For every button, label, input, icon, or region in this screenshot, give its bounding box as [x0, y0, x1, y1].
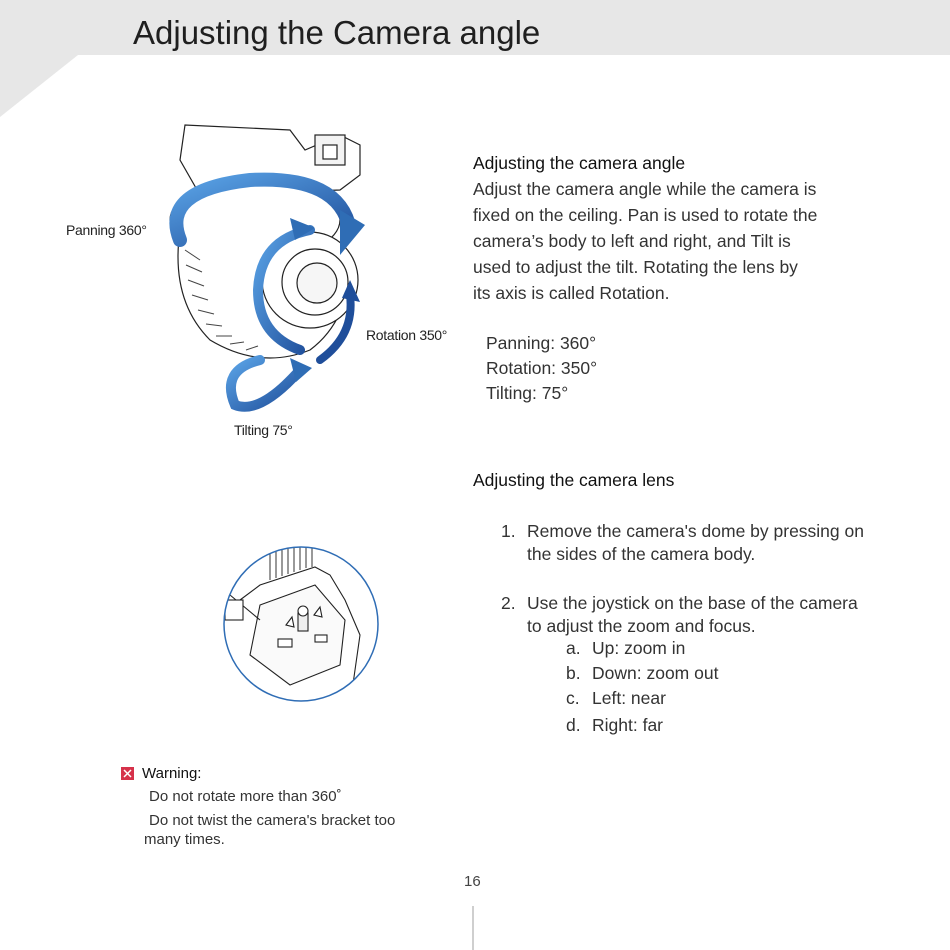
joystick-closeup-diagram: [220, 545, 382, 705]
section-heading-camera-angle: Adjusting the camera angle: [473, 153, 686, 173]
section-heading-camera-lens: Adjusting the camera lens: [473, 470, 675, 490]
header-corner-decoration: [0, 55, 78, 117]
page-number: 16: [464, 873, 481, 890]
substep-text: Down: zoom out: [592, 663, 719, 683]
camera-angle-diagram: [140, 120, 460, 420]
substep-letter: d.: [566, 715, 581, 735]
camera-angle-line-3: camera’s body to left and right, and Tilt is: [473, 231, 791, 251]
page-title: Adjusting the Camera angle: [133, 14, 541, 51]
camera-angle-line-4: used to adjust the tilt. Rotating the lens by: [473, 257, 798, 277]
camera-angle-line-5: its axis is called Rotation.: [473, 283, 670, 303]
step-number: 1.: [501, 521, 516, 541]
camera-angle-line-2: fixed on the ceiling. Pan is used to rotate the: [473, 205, 818, 225]
warning-line-1: Do not rotate more than 360˚: [149, 788, 342, 805]
substep-text: Up: zoom in: [592, 638, 686, 658]
substep-text: Right: far: [592, 715, 663, 735]
warning-title: Warning:: [142, 765, 202, 782]
panning-label: Panning 360°: [66, 222, 147, 238]
substep-letter: c.: [566, 688, 580, 708]
substep-text: Left: near: [592, 688, 666, 708]
footer-divider: [472, 906, 474, 950]
spec-panning: Panning: 360°: [486, 333, 597, 353]
step-number: 2.: [501, 593, 516, 613]
warning-line-2b: many times.: [144, 831, 225, 848]
tilting-arrow: [231, 360, 300, 407]
step-text: Use the joystick on the base of the camera to adjust the zoom and focus.: [527, 593, 858, 636]
rotation-label: Rotation 350°: [366, 327, 448, 343]
lens-step-1: [501, 520, 881, 568]
substep-letter: b.: [566, 663, 581, 683]
spec-tilting: Tilting: 75°: [486, 383, 569, 403]
spec-rotation: Rotation: 350°: [486, 358, 598, 378]
warning-icon: [121, 767, 134, 780]
step-text: Remove the camera's dome by pressing on the sides of the camera body.: [527, 521, 864, 564]
lens-step-2: [501, 592, 881, 640]
camera-angle-line-1: Adjust the camera angle while the camera is: [473, 179, 817, 199]
substep-letter: a.: [566, 638, 581, 658]
warning-line-2a: Do not twist the camera's bracket too: [149, 812, 396, 829]
tilting-label: Tilting 75°: [234, 422, 293, 438]
